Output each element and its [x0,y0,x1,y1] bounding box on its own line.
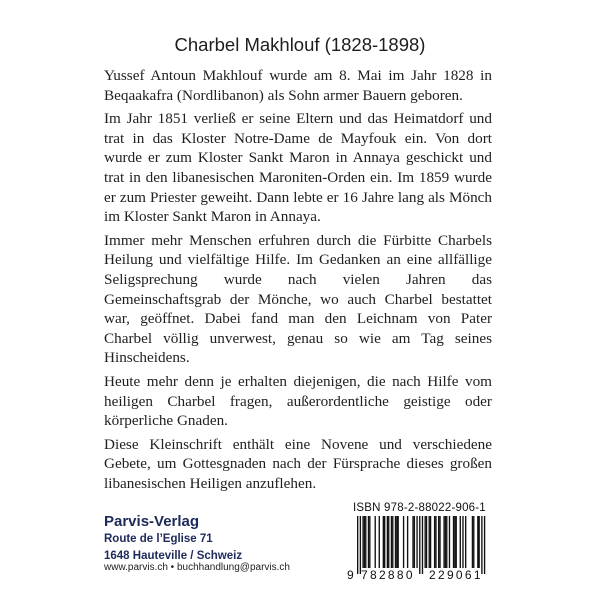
barcode-bar [383,516,384,568]
barcode-bar [365,516,366,568]
barcode-bar [362,516,363,568]
barcode-bar [473,516,474,568]
barcode-bar [360,516,361,574]
isbn-label: ISBN 978-2-88022-906-1 [353,502,486,514]
barcode-bar [446,516,447,568]
barcode-bar [425,516,426,568]
barcode-bar [481,516,482,574]
barcode-bar [384,516,385,568]
barcode-bar [426,516,427,568]
barcode-bar [368,516,369,568]
barcode-bar [462,516,463,568]
paragraph-booklet: Diese Kleinschrift enthält eine Novene und verschiedene Gebete, um Gottesgnaden nach der Fürsprache dieses großen libanesischen Heiligen anzuflehen. [104,435,492,492]
barcode-bar [357,516,358,574]
barcode-bar [369,516,370,568]
barcode-bar [449,516,450,568]
page-title: Charbel Makhlouf (1828-1898) [174,34,426,55]
barcode-bar [472,516,473,568]
barcode-bar [443,516,444,568]
barcode-right-digits: 229061 [429,568,483,582]
barcode-bars [345,516,495,574]
blurb-text [104,66,492,497]
barcode-bar [460,516,461,568]
barcode-bar [477,516,478,568]
barcode-bar [412,516,413,568]
barcode-bar [438,516,439,568]
barcode-bar [479,516,480,568]
barcode-lead-digit: 9 [347,568,354,582]
barcode [345,516,495,582]
publisher-name: Parvis-Verlag [104,513,200,530]
barcode-bar [387,516,388,568]
publisher-block [104,512,324,565]
barcode-bar [430,516,431,568]
barcode-bar [454,516,455,568]
publisher-street: Route de l’Eglise 71 [104,533,213,545]
paragraph-monastery: Im Jahr 1851 verließ er seine Eltern und das Heimatdorf und trat in das Kloster Notre-Dame de Mayfouk ein. Von dort wurde er zum Kloster Sankt Maron in Annaya geschickt und trat in den libanesischen Maroniten-Orden ein. Im 1859 wurde er zum Priester geweiht. Dann lebte er 16 Jahre lang als Mönch im Kloster Sankt Maron in Annaya. [104,110,492,226]
barcode-bar [453,516,454,568]
barcode-bar [396,516,397,568]
barcode-left-digits: 782880 [361,568,415,582]
barcode-bar [364,516,365,568]
barcode-bar [395,516,396,568]
barcode-bar [422,516,423,574]
barcode-bar [429,516,430,568]
barcode-bar [434,516,435,568]
barcode-bar [419,516,420,574]
barcode-bar [435,516,436,568]
barcode-digits [345,568,495,584]
barcode-bar [398,516,399,568]
barcode-bar [375,516,376,568]
barcode-bar [391,516,392,568]
barcode-bar [439,516,440,568]
barcode-bar [379,516,380,568]
barcode-bar [392,516,393,568]
paragraph-graces: Heute mehr denn je erhalten diejenigen, die nach Hilfe vom heiligen Charbel fragen, außerordentliche geistige oder körperliche Gnaden. [104,372,492,430]
barcode-bar [445,516,446,568]
publisher-contact: www.parvis.ch • buchhandlung@parvis.ch [104,562,290,573]
barcode-bar [484,516,485,574]
barcode-bar [465,516,466,568]
barcode-bar [416,516,417,568]
barcode-bar [456,516,457,568]
barcode-bar [414,516,415,568]
barcode-bar [403,516,404,568]
publisher-city: 1648 Hauteville / Schweiz [104,550,243,562]
paragraph-miracles: Immer mehr Menschen erfuhren durch die Fürbitte Charbels Heilung und vielfältige Hilfe. Im Gedanken an eine allfällige Seligsprechung wurde nach vielen Jahren das Gemeinschaftsgrab der Mönche, wo auch Charbel bestattet war, geöffnet. Dabei fand man den Leichnam von Pater Charbel völlig unverwest, genau so wie am Tag seines Hinscheidens. [104,231,492,367]
barcode-bar [388,516,389,568]
paragraph-birth: Yussef Antoun Makhlouf wurde am 8. Mai im Jahr 1828 in Beqaakafra (Nordlibanon) als Sohn armer Bauern geboren. [104,67,492,104]
barcode-bar [407,516,408,568]
